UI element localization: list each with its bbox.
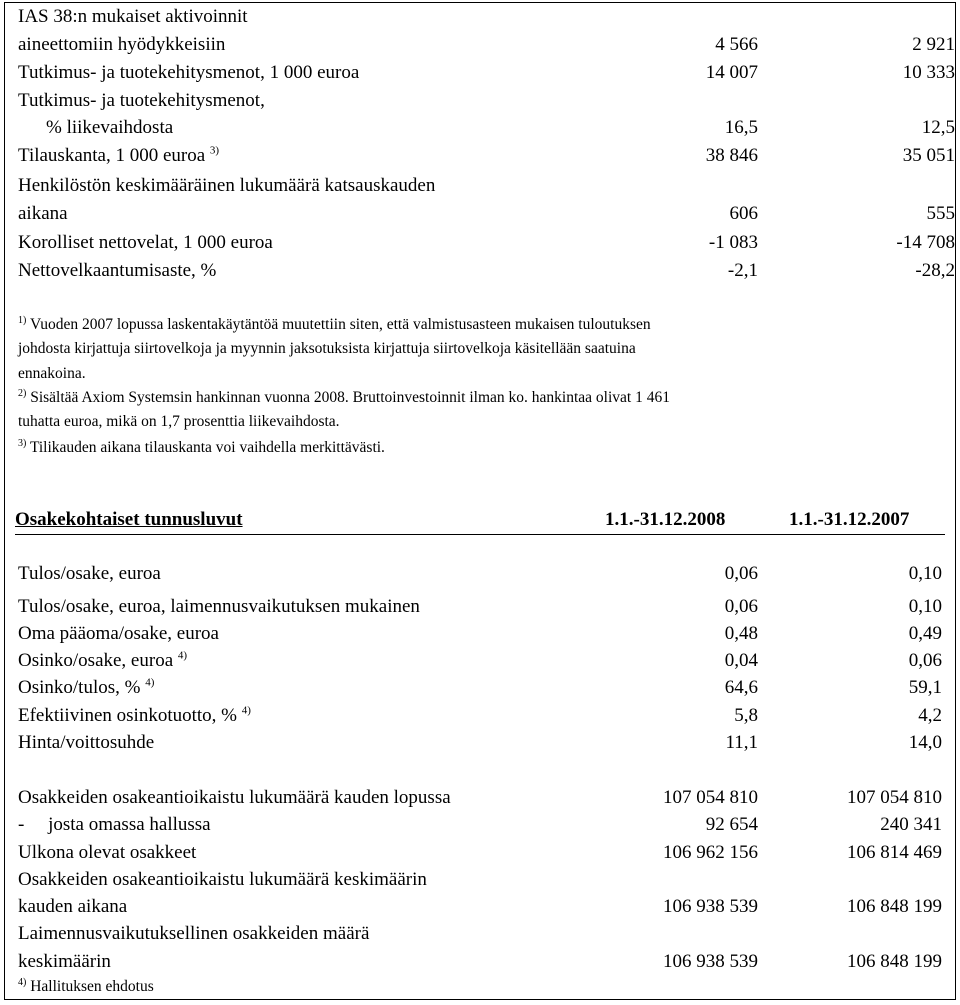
row-label-text: Henkilöstön keskimääräinen lukumäärä katsauskauden xyxy=(18,175,436,196)
share-figure-row xyxy=(0,921,960,947)
share-figure-row xyxy=(0,730,960,756)
row-label xyxy=(18,921,369,947)
row-label xyxy=(18,648,187,674)
value-col-2: 35 051 xyxy=(902,145,955,166)
row-label-text: % liikevaihdosta xyxy=(46,117,174,138)
value-col-1: 0,06 xyxy=(724,563,758,584)
value-col-1: 64,6 xyxy=(724,677,758,698)
footnote-line xyxy=(18,337,636,360)
row-label xyxy=(18,621,219,647)
key-figure-row xyxy=(0,230,960,256)
key-figure-row xyxy=(0,60,960,86)
row-label xyxy=(18,785,451,811)
share-figure-row xyxy=(0,949,960,975)
row-label xyxy=(18,258,216,284)
key-figure-row xyxy=(0,4,960,30)
row-label-text: Tulos/osake, euroa, laimennusvaikutuksen mukainen xyxy=(18,596,420,617)
row-footnote-marker: 4) xyxy=(241,704,251,717)
row-label xyxy=(18,594,420,620)
footnote-line xyxy=(18,362,86,385)
row-label-text: Efektiivinen osinkotuotto, % xyxy=(18,705,238,726)
share-table-header xyxy=(15,506,945,535)
value-col-2: 106 848 199 xyxy=(847,896,942,917)
footnote-text: tuhatta euroa, mikä on 1,7 prosenttia liikevaihdosta. xyxy=(18,413,340,430)
row-label-text: Osinko/tulos, % xyxy=(18,677,141,698)
row-label xyxy=(18,675,154,701)
row-label-text: Tutkimus- ja tuotekehitysmenot, xyxy=(18,90,265,111)
row-label xyxy=(18,60,359,86)
row-label-text: Tilauskanta, 1 000 euroa xyxy=(18,145,206,166)
key-figure-row xyxy=(0,201,960,227)
footnote-marker: 4) xyxy=(18,976,27,988)
share-figure-row xyxy=(0,703,960,729)
value-col-2: 10 333 xyxy=(902,62,955,83)
footnote-marker: 1) xyxy=(18,314,27,326)
row-label xyxy=(18,173,435,199)
share-table-col-2008: 1.1.-31.12.2008 xyxy=(605,509,726,530)
row-label-text: kauden aikana xyxy=(18,896,128,917)
share-figure-row xyxy=(0,648,960,674)
value-col-1: 5,8 xyxy=(734,705,758,726)
value-col-2: 59,1 xyxy=(908,677,942,698)
key-figure-row xyxy=(0,173,960,199)
row-footnote-marker: 4) xyxy=(145,676,155,689)
value-col-2: 107 054 810 xyxy=(847,787,942,808)
share-table-col-2007: 1.1.-31.12.2007 xyxy=(789,509,910,530)
share-figure-row xyxy=(0,621,960,647)
value-col-1: 92 654 xyxy=(705,814,758,835)
value-col-2: 0,49 xyxy=(908,623,942,644)
row-footnote-marker: 3) xyxy=(209,144,220,157)
row-label-text: Ulkona olevat osakkeet xyxy=(18,842,197,863)
row-label-text: Nettovelkaantumisaste, % xyxy=(18,260,217,281)
row-label xyxy=(18,201,68,227)
share-figure-row xyxy=(0,594,960,620)
row-label-text: - josta omassa hallussa xyxy=(18,814,211,835)
value-col-2: -28,2 xyxy=(915,260,955,281)
share-figure-row xyxy=(0,894,960,920)
share-figure-row xyxy=(0,561,960,587)
share-figure-row xyxy=(0,675,960,701)
row-label xyxy=(18,32,225,58)
value-col-1: 38 846 xyxy=(705,145,758,166)
row-label xyxy=(18,812,211,838)
value-col-2: 0,06 xyxy=(908,650,942,671)
footnote-line xyxy=(18,410,340,433)
footnote-text: Vuoden 2007 lopussa laskentakäytäntöä muutettiin siten, että valmistusasteen mukaisen tuloutuksen xyxy=(29,316,651,333)
row-label-text: Laimennusvaikutuksellinen osakkeiden määrä xyxy=(18,923,370,944)
footnote-line xyxy=(18,313,651,336)
row-label xyxy=(18,730,154,756)
key-figure-row xyxy=(0,143,960,169)
row-label xyxy=(18,703,251,729)
row-label-text: Tutkimus- ja tuotekehitysmenot, 1 000 euroa xyxy=(18,62,360,83)
row-label xyxy=(18,88,265,114)
row-label xyxy=(18,840,196,866)
key-figure-row xyxy=(0,32,960,58)
value-col-1: -2,1 xyxy=(727,260,758,281)
value-col-2: -14 708 xyxy=(896,232,955,253)
value-col-1: 107 054 810 xyxy=(663,787,758,808)
row-label-text: Osakkeiden osakeantioikaistu lukumäärä keskimäärin xyxy=(18,869,427,890)
key-figure-row xyxy=(0,115,960,141)
value-col-2: 555 xyxy=(926,203,955,224)
value-col-2: 14,0 xyxy=(908,732,942,753)
value-col-2: 0,10 xyxy=(908,596,942,617)
footnote-marker: 3) xyxy=(18,437,27,449)
row-label xyxy=(18,230,273,256)
share-figure-row xyxy=(0,785,960,811)
share-table-title: Osakekohtaiset tunnusluvut xyxy=(15,509,243,530)
value-col-2: 106 848 199 xyxy=(847,951,942,972)
share-figure-row xyxy=(0,867,960,893)
value-col-1: 0,06 xyxy=(724,596,758,617)
value-col-1: 0,04 xyxy=(724,650,758,671)
row-label-text: aineettomiin hyödykkeisiin xyxy=(18,34,226,55)
row-label xyxy=(46,115,173,141)
row-label-text: Osinko/osake, euroa xyxy=(18,650,174,671)
value-col-1: 606 xyxy=(729,203,758,224)
key-figure-row xyxy=(0,88,960,114)
value-col-1: 106 938 539 xyxy=(663,896,758,917)
footnote-text: Hallituksen ehdotus xyxy=(30,978,154,995)
value-col-1: 16,5 xyxy=(724,117,758,138)
value-col-1: 106 962 156 xyxy=(663,842,758,863)
value-col-1: 4 566 xyxy=(715,34,758,55)
footnote-text: johdosta kirjattuja siirtovelkoja ja myynnin jaksotuksista kirjattuja siirtovelkoja käsitellään saatuina xyxy=(18,340,636,357)
row-label-text: Hinta/voittosuhde xyxy=(18,732,155,753)
footnote-text: ennakoina. xyxy=(18,365,86,382)
row-label-text: IAS 38:n mukaiset aktivoinnit xyxy=(18,6,248,27)
value-col-1: -1 083 xyxy=(708,232,758,253)
value-col-1: 0,48 xyxy=(724,623,758,644)
value-col-1: 11,1 xyxy=(725,732,758,753)
value-col-2: 106 814 469 xyxy=(847,842,942,863)
footnote-line xyxy=(18,386,670,409)
value-col-2: 2 921 xyxy=(912,34,955,55)
footnote-line xyxy=(18,436,385,459)
row-footnote-marker: 4) xyxy=(177,649,188,662)
row-label xyxy=(18,4,248,30)
footnote-marker: 2) xyxy=(18,387,27,399)
row-label xyxy=(18,561,161,587)
row-label-text: keskimäärin xyxy=(18,951,111,972)
row-label-text: aikana xyxy=(18,203,68,224)
row-label-text: Osakkeiden osakeantioikaistu lukumäärä kauden lopussa xyxy=(18,787,451,808)
value-col-2: 12,5 xyxy=(921,117,955,138)
row-label xyxy=(18,894,127,920)
footnote-text: Tilikauden aikana tilauskanta voi vaihdella merkittävästi. xyxy=(29,439,385,456)
key-figure-row xyxy=(0,258,960,284)
value-col-2: 0,10 xyxy=(908,563,942,584)
row-label xyxy=(18,867,427,893)
row-label xyxy=(18,949,111,975)
value-col-2: 4,2 xyxy=(918,705,942,726)
value-col-1: 14 007 xyxy=(705,62,758,83)
value-col-1: 106 938 539 xyxy=(663,951,758,972)
row-label-text: Korolliset nettovelat, 1 000 euroa xyxy=(18,232,273,253)
footnote-4 xyxy=(18,977,154,997)
row-label-text: Oma pääoma/osake, euroa xyxy=(18,623,219,644)
footnote-text: Sisältää Axiom Systemsin hankinnan vuonna 2008. Bruttoinvestoinnit ilman ko. hankintaa olivat 1 461 xyxy=(30,389,670,406)
share-figure-row xyxy=(0,840,960,866)
row-label-text: Tulos/osake, euroa xyxy=(18,563,161,584)
share-figure-row xyxy=(0,812,960,838)
value-col-2: 240 341 xyxy=(880,814,942,835)
row-label xyxy=(18,143,219,169)
